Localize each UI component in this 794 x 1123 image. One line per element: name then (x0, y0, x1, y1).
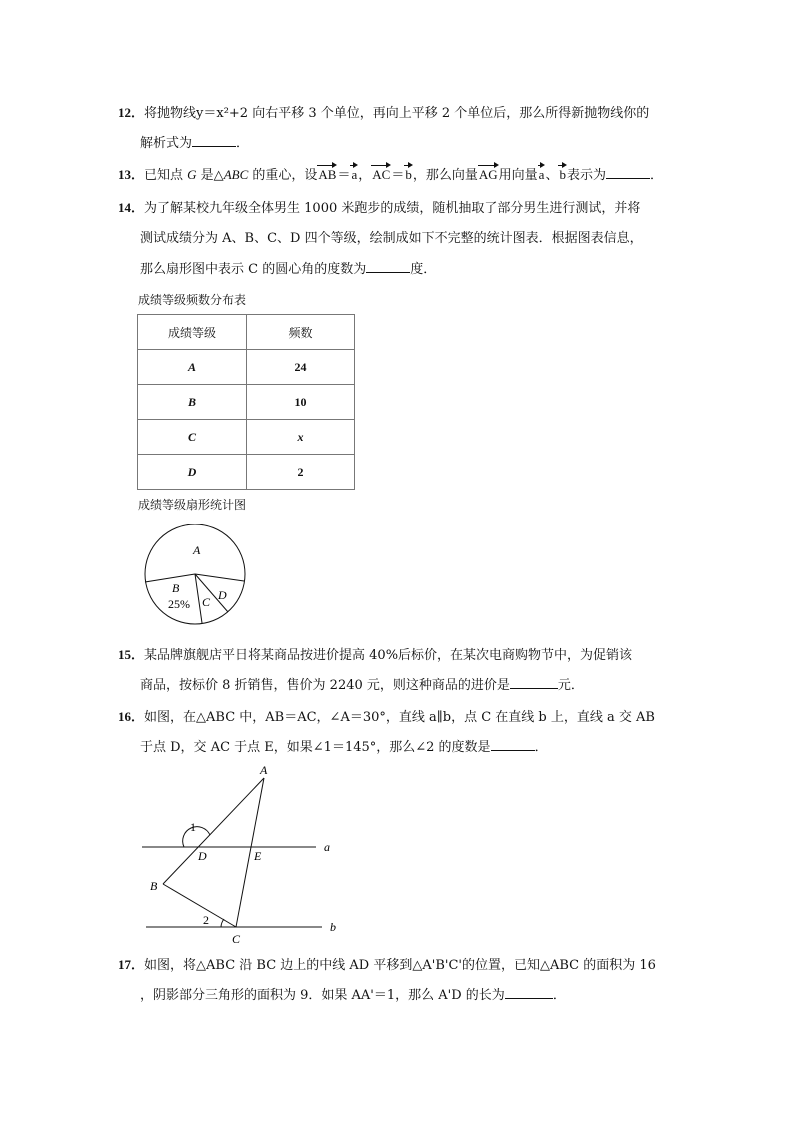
q12-answer-blank[interactable] (192, 134, 236, 147)
angle-2-arc (221, 919, 224, 927)
q15-answer-blank[interactable] (510, 676, 558, 689)
frequency-table-caption: 成绩等级频数分布表 (138, 293, 247, 307)
point-a-label: A (260, 763, 268, 777)
q14-line1 (118, 198, 640, 219)
q14-text-2: 测试成绩分为 A、B、C、D 四个等级，绘制成如下不完整的统计图表．根据图表信息， (140, 231, 643, 246)
table-cell-grade: D (138, 455, 247, 490)
table-cell-grade: C (138, 420, 247, 455)
q14-text: 为了解某校九年级全体男生 1000 米跑步的成绩，随机抽取了部分男生进行测试，并将 (144, 201, 641, 216)
q15-line1 (118, 645, 632, 666)
point-d-label: D (198, 849, 207, 863)
table-row (138, 455, 355, 490)
q17-end: ． (552, 988, 566, 1003)
q14-number: 14． (118, 200, 145, 215)
pie-label-d: D (218, 588, 227, 602)
q17-answer-blank[interactable] (505, 986, 553, 999)
q12-line1 (118, 103, 649, 124)
table-cell-frequency: 10 (247, 385, 355, 420)
q17-number: 17． (118, 957, 145, 972)
q14-line2 (140, 229, 643, 249)
q17-text: 如图，将△ABC 沿 BC 边上的中线 AD 平移到△A'B'C'的位置，已知△ABC 的面积为 16 (144, 958, 656, 973)
table-cell-frequency: 2 (247, 455, 355, 490)
triangle-figure (136, 762, 356, 948)
q15-text: 某品牌旗舰店平日将某商品按进价提高 40%后标价，在某次电商购物节中，为促销该 (144, 648, 633, 663)
vector-a: a (538, 165, 546, 185)
q16-answer-blank[interactable] (491, 738, 535, 751)
q12-text-2: 解析式为 (140, 136, 193, 151)
q13-line1 (118, 165, 663, 186)
q14-text-3: 那么扇形图中表示 C 的圆心角的度数为 (140, 262, 367, 277)
q13-text: ，那么向量 (412, 168, 478, 183)
pie-chart (140, 524, 250, 628)
angle-1-label: 1 (190, 820, 196, 834)
q15-number: 15． (118, 647, 145, 662)
q13-text: 是△ (196, 168, 224, 183)
q13-number: 13． (118, 167, 145, 182)
table-cell-grade: B (138, 385, 247, 420)
q15-line2 (140, 676, 584, 696)
vector-ac: AC (371, 165, 391, 185)
q16-text-2: 于点 D，交 AC 于点 E，如果∠1＝145°，那么∠2 的度数是 (140, 740, 491, 755)
q16-line1 (118, 707, 655, 728)
table-cell-grade: A (138, 350, 247, 385)
vector-ag: AG (478, 165, 499, 185)
q13-point-g: G (187, 167, 197, 182)
q16-end: ． (534, 740, 548, 755)
q13-text: 用向量 (498, 168, 538, 183)
line-b-label: b (330, 920, 336, 934)
q13-separator: 、 (545, 168, 559, 183)
q17-line1 (118, 955, 656, 976)
frequency-table (137, 314, 355, 490)
pie-label-a: A (193, 543, 201, 557)
point-b-label: B (150, 879, 158, 893)
line-a-label: a (324, 840, 330, 854)
q16-line2 (140, 738, 548, 758)
q13-equals: ＝ (391, 168, 405, 183)
q12-line2 (140, 134, 249, 154)
table-cell-frequency: x (247, 420, 355, 455)
q14-end: 度． (410, 262, 437, 277)
q12-text: 将抛物线y＝x²+2 向右平移 3 个单位，再向上平移 2 个单位后，那么所得新抛物线你的 (144, 106, 650, 121)
pie-label-b-percent: 25% (168, 597, 190, 611)
q14-line3 (140, 260, 436, 280)
q13-equals: ＝ (337, 168, 351, 183)
q12-number: 12． (118, 105, 145, 120)
q13-answer-blank[interactable] (606, 166, 650, 179)
table-header-grade: 成绩等级 (138, 315, 247, 350)
pie-label-c: C (202, 595, 211, 609)
pie-radius (145, 574, 195, 582)
vector-b: b (404, 165, 413, 185)
q15-text-2: 商品，按标价 8 折销售，售价为 2240 元，则这种商品的进价是 (140, 678, 510, 693)
table-header-frequency: 频数 (247, 315, 355, 350)
q13-text: 表示为 (566, 168, 606, 183)
table-row (138, 385, 355, 420)
q13-text: 的重心，设 (248, 168, 318, 183)
q17-line2 (140, 986, 566, 1006)
pie-radius (195, 574, 244, 581)
pie-chart-caption: 成绩等级扇形统计图 (138, 498, 247, 512)
angle-2-label: 2 (203, 913, 209, 927)
q13-end: ． (649, 168, 663, 183)
q13-comma: ， (358, 168, 372, 183)
vector-b: b (558, 165, 567, 185)
q13-triangle-abc: ABC (223, 167, 249, 182)
side-ab (163, 778, 264, 884)
table-cell-frequency: 24 (247, 350, 355, 385)
q15-end: 元． (557, 678, 584, 693)
q16-number: 16． (118, 709, 145, 724)
table-row (138, 350, 355, 385)
table-header-row (138, 315, 355, 350)
table-row (138, 420, 355, 455)
q13-text: 已知点 (144, 168, 188, 183)
point-c-label: C (232, 932, 241, 946)
vector-a: a (350, 165, 358, 185)
angle-1-arc (183, 827, 210, 847)
q17-text-2: ，阴影部分三角形的面积为 9．如果 AA'＝1，那么 A'D 的长为 (140, 988, 505, 1003)
pie-label-b: B (172, 581, 180, 595)
q14-answer-blank[interactable] (366, 260, 410, 273)
point-e-label: E (254, 849, 262, 863)
q16-text: 如图，在△ABC 中，AB＝AC，∠A＝30°，直线 a∥b，点 C 在直线 b 上，直线 a 交 AB (144, 710, 655, 725)
q12-end: ． (236, 136, 250, 151)
side-bc (163, 884, 236, 927)
vector-ab: AB (317, 165, 337, 185)
